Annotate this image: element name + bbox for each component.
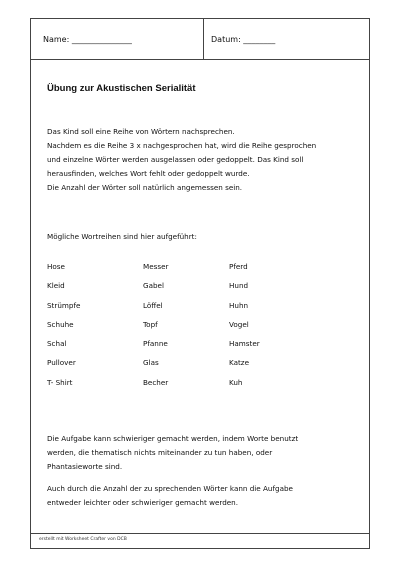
header-divider [203, 19, 204, 59]
word-cell: Löffel [143, 300, 163, 310]
word-cell: Hund [229, 281, 249, 291]
word-cell: Becher [143, 377, 169, 387]
difficulty-paragraph [47, 432, 359, 474]
word-cell: Hamster [229, 339, 260, 349]
word-cell: Pfanne [143, 339, 168, 349]
word-cell: Huhn [229, 300, 249, 310]
worksheet-title: Übung zur Akustischen Serialität [47, 83, 196, 94]
difficulty-line: Die Aufgabe kann schwieriger gemacht werden, indem Worte benutzt [47, 434, 299, 443]
word-cell: Hose [47, 262, 65, 271]
word-row [47, 262, 347, 281]
count-line: entweder leichter oder schwieriger gemacht werden. [47, 498, 239, 507]
word-row [47, 339, 347, 358]
word-row [47, 358, 347, 377]
word-cell: Messer [143, 262, 169, 271]
date-field-label: Datum: ________ [211, 35, 276, 44]
word-row [47, 378, 347, 397]
worksheet-header [31, 19, 369, 60]
word-cell: Kuh [229, 377, 243, 387]
difficulty-line: Phantasieworte sind. [47, 462, 123, 471]
intro-paragraph [47, 125, 359, 195]
intro-line: Nachdem es die Reihe 3 x nachgesprochen hat, wird die Reihe gesprochen [47, 141, 317, 150]
worksheet [30, 18, 370, 549]
intro-line: Die Anzahl der Wörter soll natürlich angemessen sein. [47, 183, 243, 192]
word-row [47, 320, 347, 339]
word-cell: Katze [229, 358, 250, 368]
word-cell: Pferd [229, 262, 248, 271]
word-cell: Gabel [143, 281, 164, 291]
word-cell: Schuhe [47, 319, 74, 329]
footer-credit: erstellt mit Worksheet Crafter von DCB [39, 537, 127, 542]
word-list-intro: Mögliche Wortreihen sind hier aufgeführt: [47, 232, 197, 241]
word-cell: Kleid [47, 281, 65, 291]
intro-line: und einzelne Wörter werden ausgelassen oder gedoppelt. Das Kind soll [47, 155, 304, 164]
word-cell: Schal [47, 339, 67, 349]
word-row [47, 281, 347, 300]
word-cell: Pullover [47, 358, 76, 368]
count-line: Auch durch die Anzahl der zu sprechenden Wörter kann die Aufgabe [47, 484, 293, 493]
footer-divider [31, 533, 369, 534]
word-row [47, 301, 347, 320]
word-cell: T- Shirt [47, 377, 73, 387]
word-cell: Vogel [229, 319, 249, 329]
word-cell: Glas [143, 358, 159, 368]
intro-line: herausfinden, welches Wort fehlt oder gedoppelt wurde. [47, 169, 250, 178]
name-field-label: Name: _______________ [43, 35, 132, 44]
word-cell: Strümpfe [47, 300, 81, 310]
word-table [47, 262, 347, 397]
word-cell: Topf [143, 319, 158, 329]
count-paragraph [47, 482, 359, 510]
intro-line: Das Kind soll eine Reihe von Wörtern nachsprechen. [47, 127, 235, 136]
difficulty-line: werden, die thematisch nichts miteinander zu tun haben, oder [47, 448, 273, 457]
